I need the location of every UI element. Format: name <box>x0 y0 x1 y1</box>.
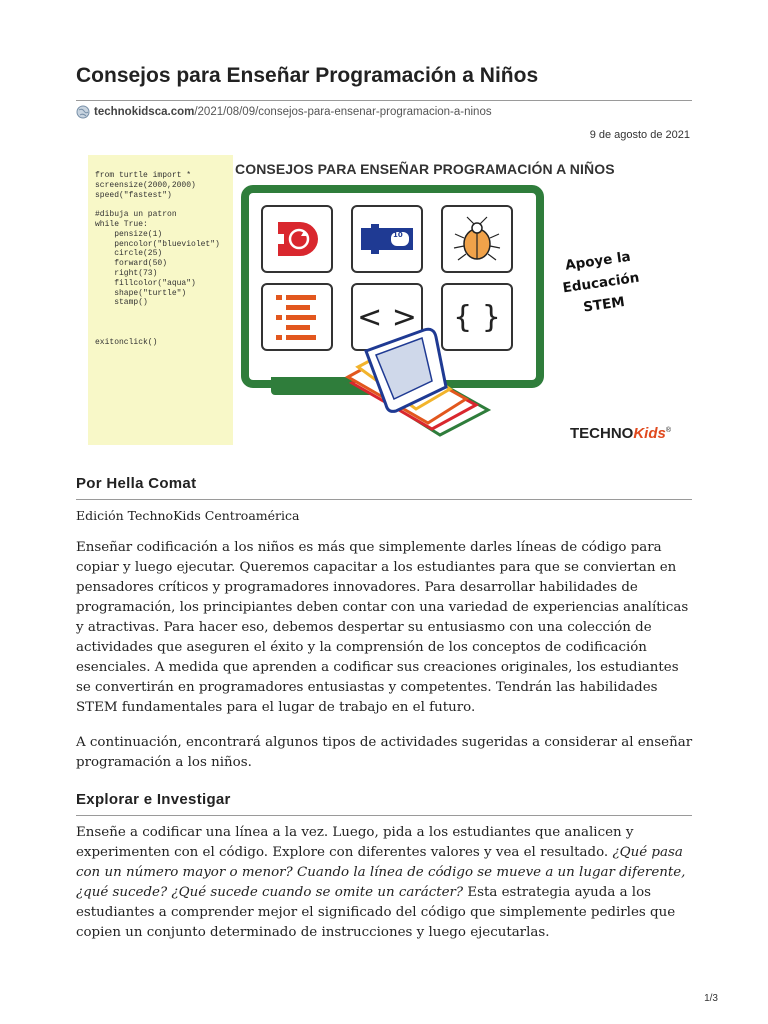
code-line: speed("fastest") <box>95 190 172 200</box>
section-divider <box>76 815 692 816</box>
section-paragraph-questions: ¿Qué pasa con un número mayor o menor? Cuando la línea de código se mueve a un lugar diferente, ¿qué sucede? ¿Qué sucede cuando se omite un carácter? <box>76 845 686 900</box>
section-paragraph-part2: Esta estrategia ayuda a los estudiantes a comprender mejor el significado del código que simplemente pedirles que copien un conjunto determinado de instrucciones y luego ejecutarlas. <box>76 885 676 940</box>
code-line: pencolor("blueviolet") <box>95 239 220 249</box>
second-paragraph: A continuación, encontrará algunos tipos de actividades sugeridas a considerar al enseñar programación a los niños. <box>76 735 693 770</box>
section-paragraph-part1: Enseñe a codificar una línea a la vez. Luego, pida a los estudiantes que analicen y experimenten con el código. Explore con diferentes valores y vea el resultado. <box>76 825 634 860</box>
code-line: from turtle import * <box>95 171 192 180</box>
code-line: screensize(2000,2000) <box>95 180 196 190</box>
intro-paragraph: Enseñar codificación a los niños es más que simplemente darles líneas de código para copiar y luego ejecutar. Queremos capacitar a los estudiantes para que se conviertan en pensadores críticos y programadores innovadores. Para desarrollar habilidades de programación, los principiantes deben contar con una variedad de experiencias analíticas y atractivas. Para hacer eso, debemos despertar su entusiasmo con una colección de actividades que aseguren el éxito y la comprensión de los conceptos de codificación esenciales. A medida que aprenden a codificar sus creaciones originales, los estudiantes se convertirán en programadores entusiastas y competentes. Tendrán las habilidades STEM fundamentales para el lugar de trabajo en el futuro. <box>76 540 689 715</box>
tablet-stack-icon <box>338 325 508 460</box>
page-number: 1/3 <box>704 993 718 1004</box>
code-line <box>95 200 233 210</box>
code-line: pensize(1) <box>95 229 163 239</box>
source-line[interactable] <box>76 105 492 119</box>
code-line: circle(25) <box>95 249 163 259</box>
source-path[interactable]: /2021/08/09/consejos-para-ensenar-programacion-a-ninos <box>194 106 492 118</box>
bug-icon <box>451 214 503 264</box>
publish-date: 9 de agosto de 2021 <box>589 129 690 141</box>
code-line: #dibuja un patron <box>95 210 177 220</box>
stem-line-2: Educación <box>561 269 641 297</box>
number-block-icon <box>357 222 417 256</box>
loop-block-tile <box>261 205 333 273</box>
page-title: Consejos para Enseñar Programación a Niños <box>76 64 539 87</box>
section-paragraph <box>76 823 696 943</box>
author-heading: Por Hella Comat <box>76 475 197 492</box>
edition-note: Edición TechnoKids Centroamérica <box>76 508 300 523</box>
braces-symbol: { } <box>453 299 501 335</box>
technokids-logo <box>570 425 671 442</box>
code-line: stamp() <box>95 298 148 308</box>
brand-mark: ® <box>665 427 672 434</box>
block-number: 10 <box>393 231 403 239</box>
stem-line-1: Apoye la <box>564 248 632 274</box>
code-line: shape("turtle") <box>95 288 187 298</box>
section-heading: Explorar e Investigar <box>76 791 231 808</box>
code-sample-panel <box>88 155 233 445</box>
title-divider <box>76 100 692 101</box>
code-line: right(73) <box>95 268 158 278</box>
code-tag-symbol: < > <box>357 299 417 335</box>
bug-tile <box>441 205 513 273</box>
stem-line-3: STEM <box>582 293 626 316</box>
author-divider <box>76 499 692 500</box>
code-line: while True: <box>95 219 148 229</box>
list-icon <box>272 293 322 341</box>
number-block-tile <box>351 205 423 273</box>
hero-image <box>88 155 688 455</box>
source-domain[interactable]: technokidsca.com <box>94 106 195 118</box>
brand-kids: Kids <box>633 425 666 442</box>
loop-block-icon <box>274 218 320 260</box>
code-line: exitonclick() <box>95 337 158 347</box>
code-line: fillcolor("aqua") <box>95 278 196 288</box>
hero-banner: CONSEJOS PARA ENSEÑAR PROGRAMACIÓN A NIÑOS <box>235 161 615 177</box>
code-line <box>95 328 233 338</box>
globe-icon <box>76 105 90 119</box>
code-line <box>95 318 233 328</box>
stem-callout <box>552 244 650 322</box>
code-line <box>95 308 233 318</box>
list-tile <box>261 283 333 351</box>
code-line: forward(50) <box>95 259 168 269</box>
brand-main: TECHNO <box>570 425 634 442</box>
